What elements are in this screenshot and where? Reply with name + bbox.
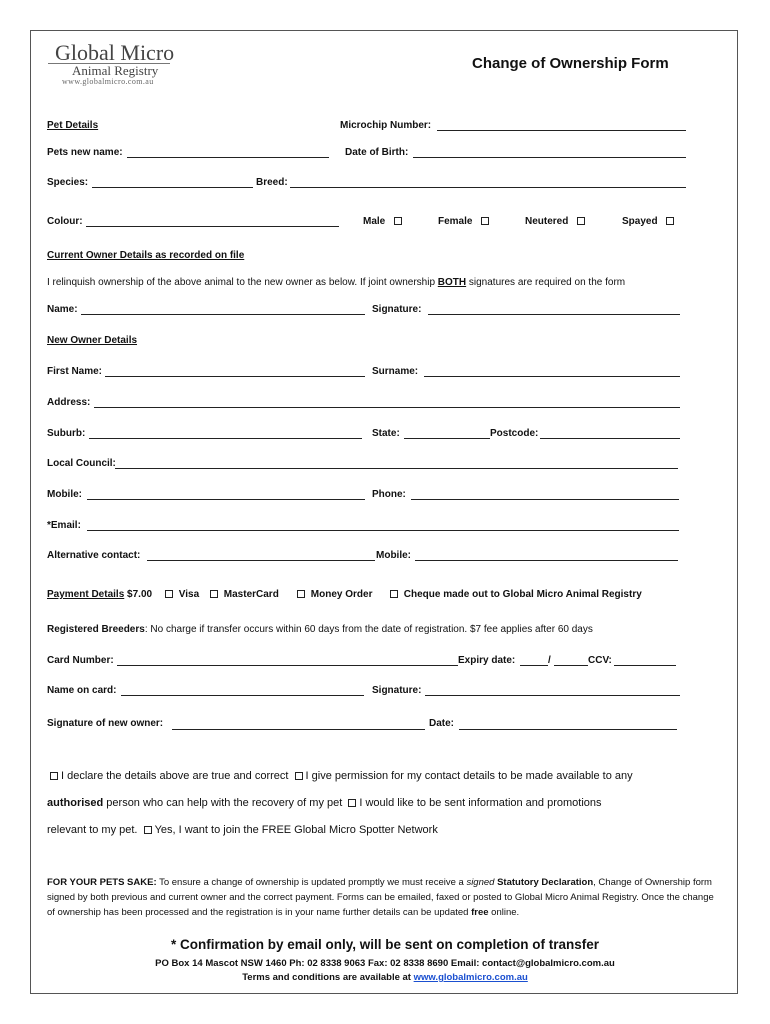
- species-field[interactable]: [92, 187, 253, 188]
- alt-mobile-field[interactable]: [415, 560, 678, 561]
- money-order-option[interactable]: Money Order: [294, 589, 372, 600]
- spotter-checkbox[interactable]: [144, 826, 152, 834]
- card-number-label: Card Number:: [47, 655, 114, 666]
- female-checkbox[interactable]: [481, 217, 489, 225]
- promotions-checkbox[interactable]: [348, 799, 356, 807]
- breeders-note: Registered Breeders: No charge if transfer occurs within 60 days from the date of registration. $7 fee applies after 60 days: [47, 624, 593, 635]
- terms-line: Terms and conditions are available at www.globalmicro.com.au: [242, 972, 528, 983]
- mobile-label: Mobile:: [47, 489, 82, 500]
- form-border: [30, 30, 738, 994]
- neutered-checkbox[interactable]: [577, 217, 585, 225]
- new-owner-heading: New Owner Details: [47, 335, 138, 346]
- date-label: Date:: [429, 718, 455, 729]
- state-field[interactable]: [404, 438, 490, 439]
- pet-details-heading: Pet Details: [47, 120, 99, 131]
- spayed-option[interactable]: Spayed: [622, 216, 677, 227]
- species-label: Species:: [47, 177, 89, 188]
- current-owner-heading: Current Owner Details as recorded on file: [47, 250, 245, 261]
- suburb-label: Suburb:: [47, 428, 86, 439]
- card-number-field[interactable]: [117, 665, 458, 666]
- expiry-separator: /: [548, 655, 551, 666]
- pets-new-name-label: Pets new name:: [47, 147, 123, 158]
- postcode-field[interactable]: [540, 438, 680, 439]
- expiry-year-field[interactable]: [554, 665, 588, 666]
- microchip-field[interactable]: [437, 130, 686, 131]
- breed-field[interactable]: [290, 187, 686, 188]
- declare-checkbox[interactable]: [50, 772, 58, 780]
- expiry-month-field[interactable]: [520, 665, 548, 666]
- pets-sake-note: FOR YOUR PETS SAKE: To ensure a change of ownership is updated promptly we must receive a signed Statutory Declaration, Change of Ownership form signed by both previous and current owner and the correct payment. Forms can be emailed, faxed or posted to Global Micro Animal Registry. Once the change of ownership has been processed and the registration is in your name further details can be updated free online.: [47, 877, 714, 918]
- local-council-field[interactable]: [115, 468, 678, 469]
- current-signature-label: Signature:: [372, 304, 422, 315]
- payment-fee: $7.00: [127, 589, 153, 600]
- colour-label: Colour:: [47, 216, 83, 227]
- ccv-label: CCV:: [588, 655, 612, 666]
- logo-subtitle: Animal Registry: [72, 63, 159, 78]
- phone-label: Phone:: [372, 489, 406, 500]
- dob-field[interactable]: [413, 157, 686, 158]
- breed-label: Breed:: [256, 177, 288, 188]
- card-signature-field[interactable]: [425, 695, 680, 696]
- confirmation-notice: * Confirmation by email only, will be sent on completion of transfer: [170, 937, 600, 952]
- neutered-option[interactable]: Neutered: [525, 216, 588, 227]
- female-option[interactable]: Female: [438, 216, 492, 227]
- first-name-field[interactable]: [105, 376, 365, 377]
- male-checkbox[interactable]: [394, 217, 402, 225]
- mobile-field[interactable]: [87, 499, 365, 500]
- alt-mobile-label: Mobile:: [376, 550, 411, 561]
- visa-option[interactable]: Visa: [162, 589, 199, 600]
- dob-label: Date of Birth:: [345, 147, 409, 158]
- surname-label: Surname:: [372, 366, 419, 377]
- alt-contact-label: Alternative contact:: [47, 550, 141, 561]
- email-field[interactable]: [87, 530, 679, 531]
- current-name-label: Name:: [47, 304, 78, 315]
- spayed-checkbox[interactable]: [666, 217, 674, 225]
- payment-details-heading: Payment Details: [47, 589, 125, 600]
- address-field[interactable]: [94, 407, 680, 408]
- permission-checkbox[interactable]: [295, 772, 303, 780]
- local-council-label: Local Council:: [47, 458, 116, 469]
- expiry-label: Expiry date:: [458, 655, 516, 666]
- current-signature-field[interactable]: [428, 314, 680, 315]
- first-name-label: First Name:: [47, 366, 103, 377]
- surname-field[interactable]: [424, 376, 680, 377]
- logo-brand: Global Micro: [55, 40, 175, 65]
- pets-new-name-field[interactable]: [127, 157, 329, 158]
- card-signature-label: Signature:: [372, 685, 422, 696]
- visa-checkbox[interactable]: [165, 590, 173, 598]
- money-order-checkbox[interactable]: [297, 590, 305, 598]
- cheque-checkbox[interactable]: [390, 590, 398, 598]
- state-label: State:: [372, 428, 400, 439]
- current-name-field[interactable]: [81, 314, 365, 315]
- relinquish-text: I relinquish ownership of the above animal to the new owner as below. If joint ownership BOTH signatures are required on the form: [47, 277, 626, 288]
- address-label: Address:: [47, 397, 91, 408]
- male-option[interactable]: Male: [363, 216, 405, 227]
- phone-field[interactable]: [411, 499, 679, 500]
- colour-field[interactable]: [86, 226, 339, 227]
- name-on-card-field[interactable]: [121, 695, 364, 696]
- alt-contact-field[interactable]: [147, 560, 375, 561]
- contact-line: PO Box 14 Mascot NSW 1460 Ph: 02 8338 9063 Fax: 02 8338 8690 Email: contact@globalmicro.com.au: [155, 958, 615, 969]
- email-label: *Email:: [47, 520, 81, 531]
- page-title: Change of Ownership Form: [472, 55, 669, 72]
- declarations: I declare the details above are true and correct I give permission for my contact details to be made available to any authorised person who can help with the recovery of my pet I would like to be sent information and promotions relevant to my pet. Yes, I want to join the FREE Global Micro Spotter Network: [47, 770, 633, 836]
- payment-details-row: [47, 589, 152, 600]
- new-owner-signature-label: Signature of new owner:: [47, 718, 164, 729]
- mastercard-option[interactable]: MasterCard: [207, 589, 279, 600]
- date-field[interactable]: [459, 729, 677, 730]
- new-owner-signature-field[interactable]: [172, 729, 425, 730]
- ccv-field[interactable]: [614, 665, 676, 666]
- cheque-option[interactable]: Cheque made out to Global Micro Animal Registry: [387, 589, 642, 600]
- website-link[interactable]: www.globalmicro.com.au: [413, 972, 528, 983]
- name-on-card-label: Name on card:: [47, 685, 117, 696]
- mastercard-checkbox[interactable]: [210, 590, 218, 598]
- logo-website: www.globalmicro.com.au: [62, 77, 154, 86]
- suburb-field[interactable]: [89, 438, 362, 439]
- microchip-label: Microchip Number:: [340, 120, 432, 131]
- postcode-label: Postcode:: [490, 428, 539, 439]
